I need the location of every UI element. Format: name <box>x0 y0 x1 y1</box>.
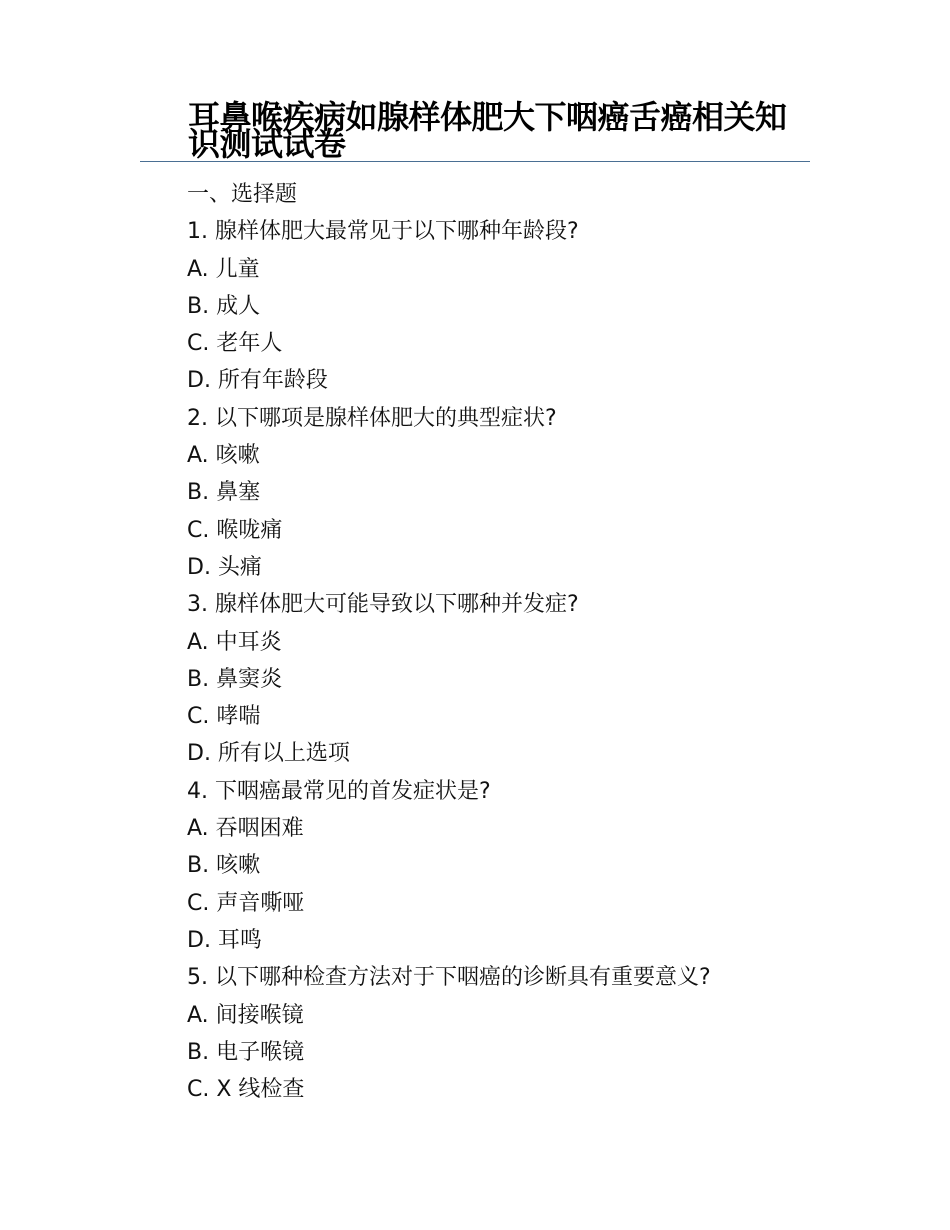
question-4: 4. 下咽癌最常见的首发症状是? <box>187 778 491 804</box>
question-list <box>187 176 827 1108</box>
q3-option-d: D. 所有以上选项 <box>187 741 350 767</box>
q4-option-a: A. 吞咽困难 <box>187 816 304 842</box>
title-block <box>140 98 810 163</box>
title-underline <box>140 161 810 162</box>
question-2: 2. 以下哪项是腺样体肥大的典型症状? <box>187 405 557 431</box>
q2-option-a: A. 咳嗽 <box>187 443 260 469</box>
question-5: 5. 以下哪种检查方法对于下咽癌的诊断具有重要意义? <box>187 965 711 991</box>
q5-option-c: C. X 线检查 <box>187 1077 305 1103</box>
q2-option-d: D. 头痛 <box>187 554 262 580</box>
q3-option-a: A. 中耳炎 <box>187 629 282 655</box>
q4-option-d: D. 耳鸣 <box>187 927 262 953</box>
q3-option-b: B. 鼻窦炎 <box>187 666 283 692</box>
q3-option-c: C. 哮喘 <box>187 704 261 730</box>
q1-option-c: C. 老年人 <box>187 331 283 357</box>
question-1: 1. 腺样体肥大最常见于以下哪种年龄段? <box>187 219 579 245</box>
q5-option-b: B. 电子喉镜 <box>187 1039 305 1065</box>
q1-option-d: D. 所有年龄段 <box>187 368 328 394</box>
question-3: 3. 腺样体肥大可能导致以下哪种并发症? <box>187 592 579 618</box>
q1-option-b: B. 成人 <box>187 293 261 319</box>
q2-option-b: B. 鼻塞 <box>187 480 261 506</box>
q2-option-c: C. 喉咙痛 <box>187 517 283 543</box>
q5-option-a: A. 间接喉镜 <box>187 1002 304 1028</box>
q1-option-a: A. 儿童 <box>187 256 260 282</box>
q4-option-b: B. 咳嗽 <box>187 853 261 879</box>
page-title: 耳鼻喉疾病如腺样体肥大下咽癌舌癌相关知识测试试卷 <box>188 98 787 163</box>
q4-option-c: C. 声音嘶哑 <box>187 890 305 916</box>
section-heading: 一、选择题 <box>187 182 298 207</box>
